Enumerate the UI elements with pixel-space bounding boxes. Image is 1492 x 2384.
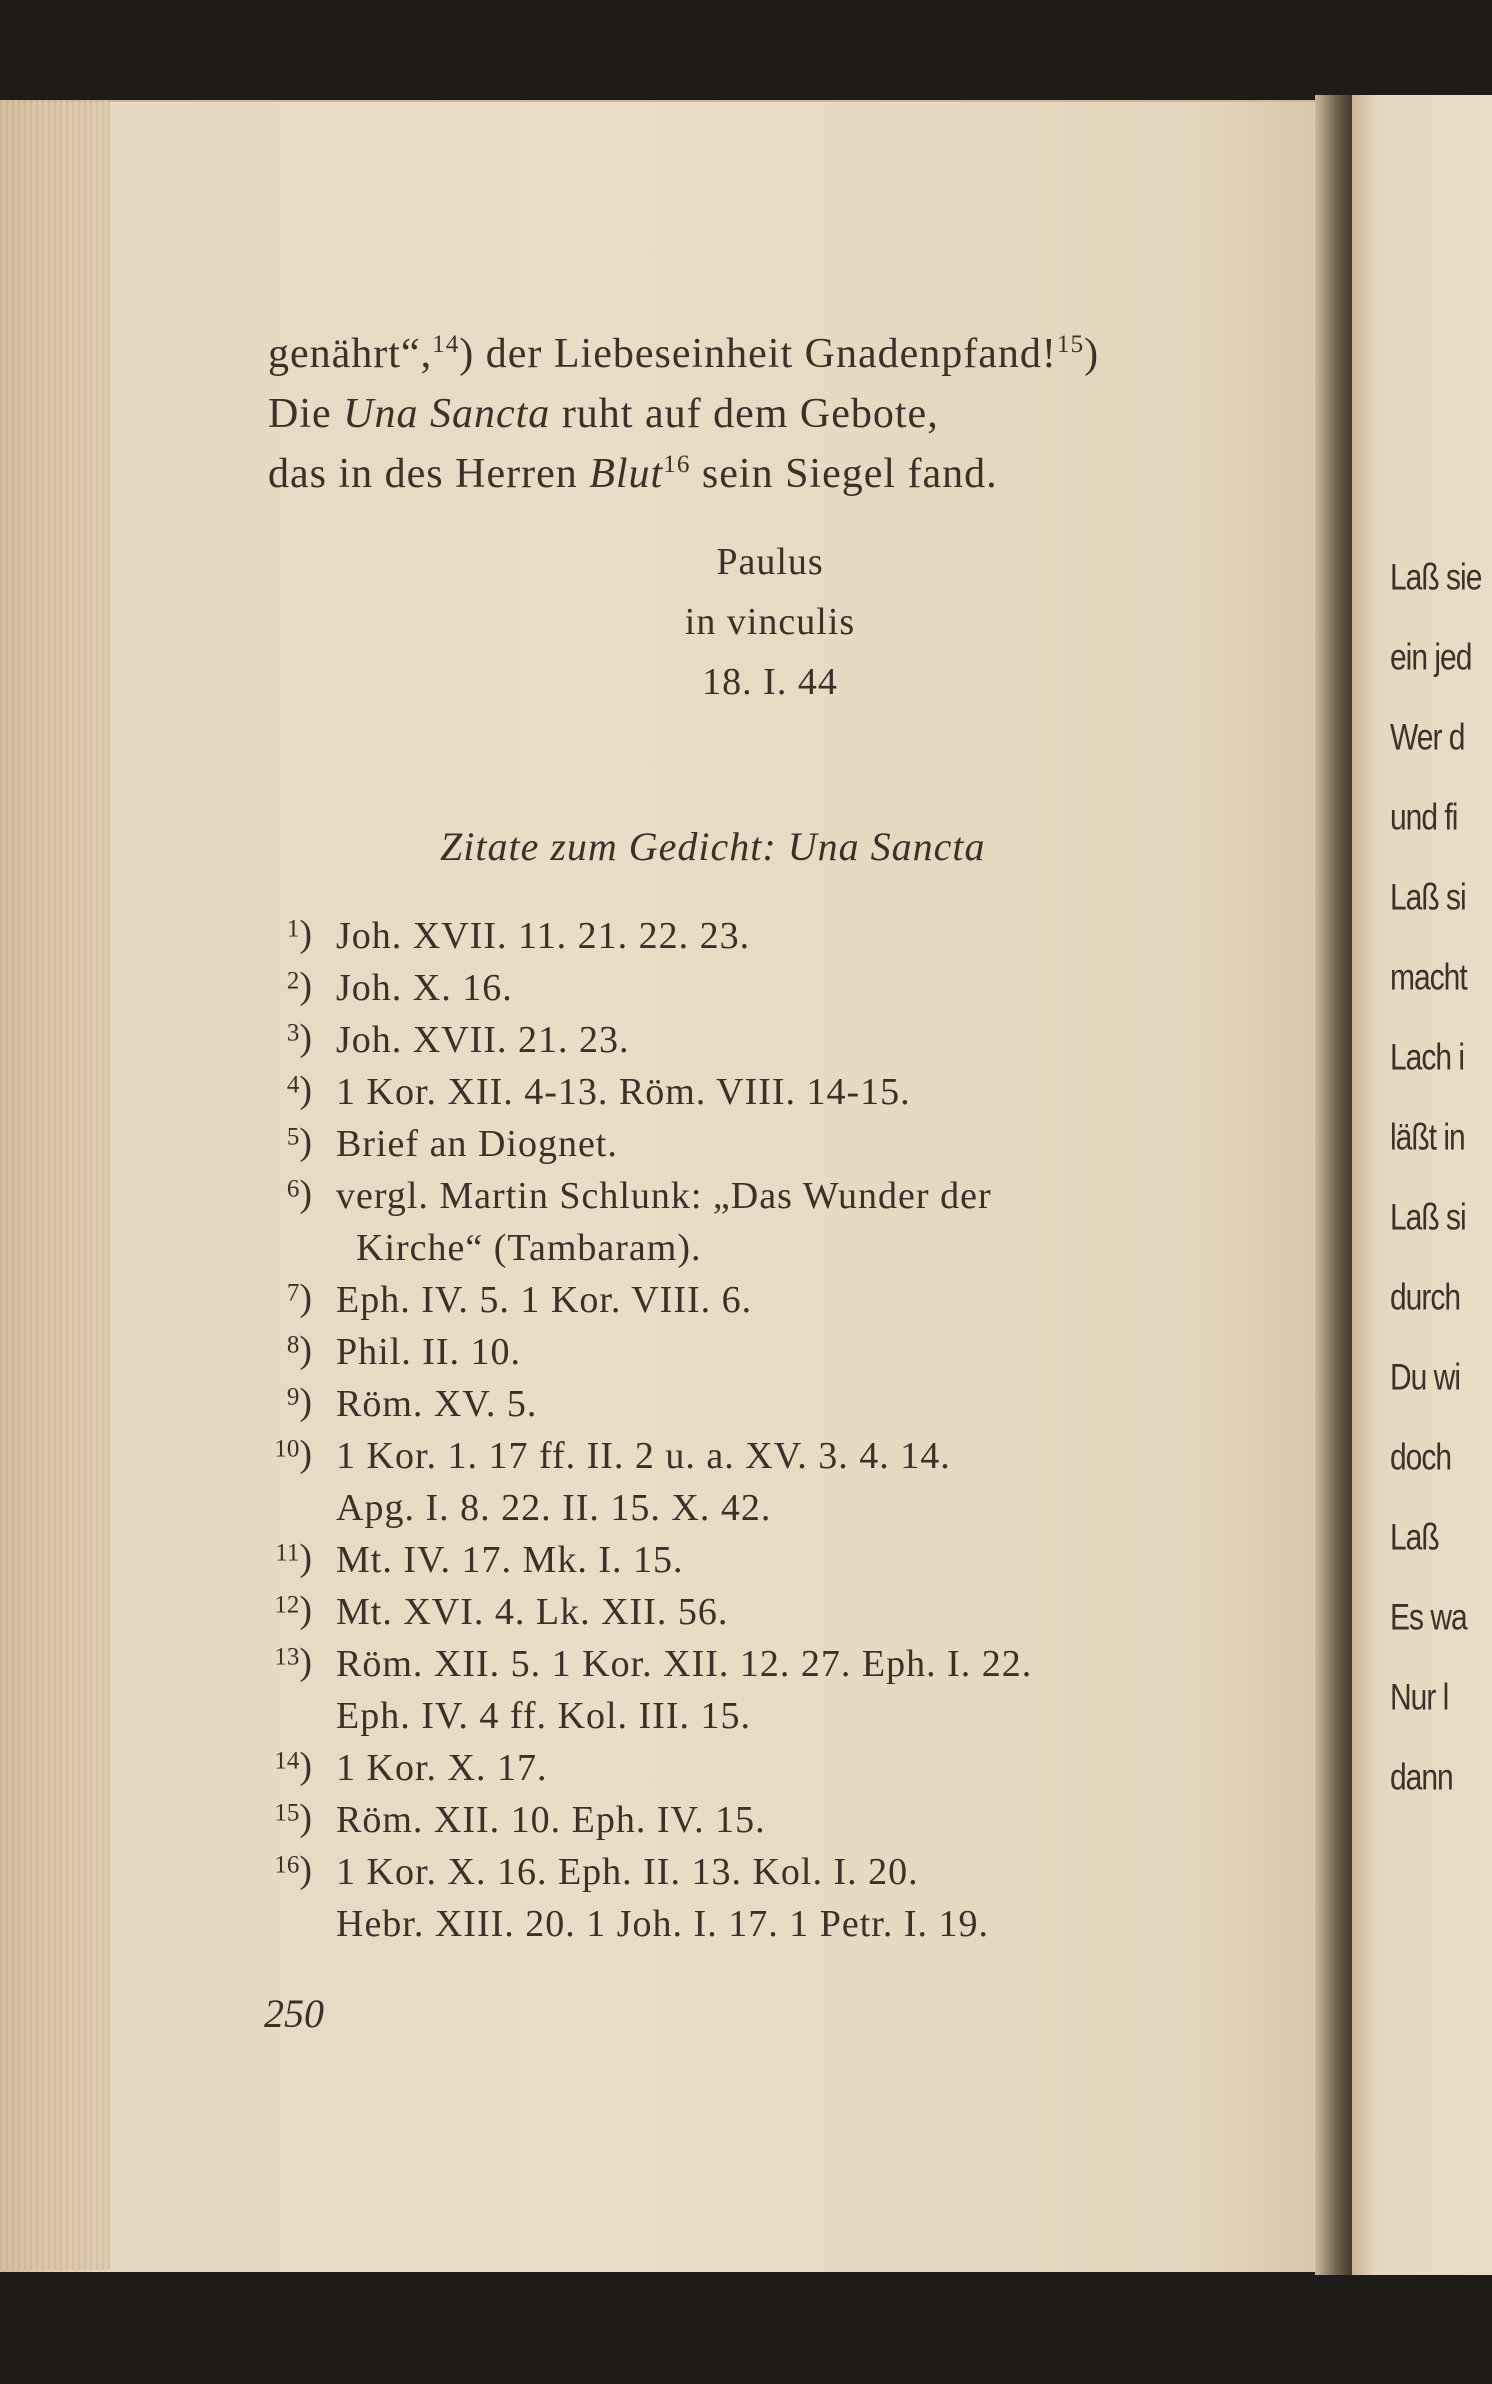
reference-text: Röm. XII. 5. 1 Kor. XII. 12. 27. Eph. I. 22. — [336, 1643, 1033, 1685]
reference-number-value: 1 — [286, 915, 300, 943]
right-page-fragment: ein jed — [1390, 637, 1472, 679]
reference-text: Joh. XVII. 21. 23. — [336, 1019, 630, 1061]
reference-text: Brief an Diognet. — [336, 1123, 618, 1165]
right-page-fragment: und fi — [1390, 797, 1458, 839]
reference-number-value: 2 — [286, 967, 300, 995]
reference-number: 9) — [286, 1381, 312, 1423]
footnote-marker: 14 — [432, 331, 460, 358]
reference-text: 1 Kor. 1. 17 ff. II. 2 u. a. XV. 3. 4. 14. — [336, 1435, 951, 1477]
signature-date: 18. I. 44 — [702, 661, 838, 703]
reference-number-value: 8 — [286, 1331, 300, 1359]
reference-number: 10) — [274, 1433, 312, 1475]
reference-number-value: 4 — [286, 1071, 300, 1099]
reference-number: 8) — [286, 1329, 312, 1371]
reference-text: Röm. XII. 10. Eph. IV. 15. — [336, 1799, 766, 1841]
verse-text: das in des Herren — [268, 451, 590, 497]
reference-text-continued: Kirche“ (Tambaram). — [356, 1227, 702, 1269]
reference-text: 1 Kor. X. 16. Eph. II. 13. Kol. I. 20. — [336, 1851, 919, 1893]
footnote-marker: 15 — [1056, 331, 1085, 358]
reference-text: Mt. IV. 17. Mk. I. 15. — [336, 1539, 684, 1581]
right-page-fragment: läßt in — [1390, 1117, 1465, 1159]
reference-number: 11) — [275, 1537, 312, 1579]
reference-number-value: 6 — [286, 1175, 300, 1203]
reference-number-value: 16 — [274, 1851, 300, 1879]
verse-text: Die — [268, 391, 344, 437]
footnote-marker: 16 — [663, 451, 691, 478]
reference-number-value: 10 — [274, 1435, 300, 1463]
reference-text: Röm. XV. 5. — [336, 1383, 538, 1425]
reference-number: 5) — [286, 1121, 312, 1163]
verse-text-italic: Blut — [589, 451, 664, 497]
reference-number: 14) — [274, 1745, 312, 1787]
reference-number: 1) — [286, 913, 312, 955]
verse-text: ) der Liebeseinheit Gnadenpfand! — [459, 331, 1057, 377]
reference-number-value: 12 — [274, 1591, 300, 1619]
book-gutter — [1315, 95, 1355, 2275]
signature-name: Paulus — [716, 541, 824, 583]
reference-number-value: 14 — [274, 1747, 300, 1775]
verse-text-italic: Una Sancta — [343, 391, 551, 437]
right-page-fragment: doch — [1390, 1437, 1452, 1479]
reference-number: 13) — [274, 1641, 312, 1683]
reference-text-continued: Apg. I. 8. 22. II. 15. X. 42. — [336, 1487, 772, 1529]
reference-number-value: 15 — [274, 1799, 300, 1827]
verse-text: sein Siegel fand. — [690, 451, 998, 497]
verse-text: genährt“, — [268, 331, 433, 377]
reference-text: Joh. XVII. 11. 21. 22. 23. — [336, 915, 751, 957]
reference-text: Mt. XVI. 4. Lk. XII. 56. — [336, 1591, 729, 1633]
right-page-fragment: durch — [1390, 1277, 1461, 1319]
reference-number-value: 9 — [286, 1383, 300, 1411]
reference-number-value: 7 — [286, 1279, 300, 1307]
reference-number: 12) — [274, 1589, 312, 1631]
reference-text: vergl. Martin Schlunk: „Das Wunder der — [336, 1175, 992, 1217]
right-page-fragment: Nur l — [1390, 1677, 1449, 1719]
reference-number-value: 5 — [286, 1123, 300, 1151]
right-page-fragment: dann — [1390, 1757, 1453, 1799]
right-page-fragment: Laß — [1390, 1517, 1439, 1559]
right-page-fragment: Lach i — [1390, 1037, 1465, 1079]
left-page-edge — [0, 100, 110, 2270]
reference-number: 2) — [286, 965, 312, 1007]
reference-text-continued: Hebr. XIII. 20. 1 Joh. I. 17. 1 Petr. I. 19. — [336, 1903, 989, 1945]
verse-text: ruht auf dem Gebote, — [550, 391, 939, 437]
right-page-fragment: Laß sie — [1390, 557, 1482, 599]
reference-text: Phil. II. 10. — [336, 1331, 522, 1373]
reference-number-value: 3 — [286, 1019, 300, 1047]
reference-text: Joh. X. 16. — [336, 967, 513, 1009]
reference-text-continued: Eph. IV. 4 ff. Kol. III. 15. — [336, 1695, 751, 1737]
reference-number-value: 13 — [274, 1643, 300, 1671]
right-page-fragment: Laß si — [1390, 877, 1466, 919]
reference-number-value: 11 — [275, 1539, 300, 1567]
reference-number: 4) — [286, 1069, 312, 1111]
verse-text: ) — [1084, 331, 1100, 377]
verse-line — [268, 330, 1099, 378]
section-heading: Zitate zum Gedicht: Una Sancta — [440, 824, 986, 869]
reference-number: 16) — [274, 1849, 312, 1891]
right-page — [1352, 95, 1492, 2275]
right-page-fragment: macht — [1390, 957, 1467, 999]
right-page-fragment: Laß si — [1390, 1197, 1466, 1239]
page-number: 250 — [264, 1991, 324, 2036]
right-page-fragment: Wer d — [1390, 717, 1465, 759]
right-page-fragment: Du wi — [1390, 1357, 1461, 1399]
reference-text: 1 Kor. X. 17. — [336, 1747, 548, 1789]
signature-place: in vinculis — [684, 601, 856, 643]
reference-text: Eph. IV. 5. 1 Kor. VIII. 6. — [336, 1279, 753, 1321]
reference-text: 1 Kor. XII. 4-13. Röm. VIII. 14-15. — [336, 1071, 911, 1113]
verse-line — [268, 450, 998, 498]
reference-number: 3) — [286, 1017, 312, 1059]
right-page-fragment: Es wa — [1390, 1597, 1467, 1639]
reference-number: 7) — [286, 1277, 312, 1319]
verse-line — [268, 390, 939, 438]
reference-number: 15) — [274, 1797, 312, 1839]
reference-number: 6) — [286, 1173, 312, 1215]
